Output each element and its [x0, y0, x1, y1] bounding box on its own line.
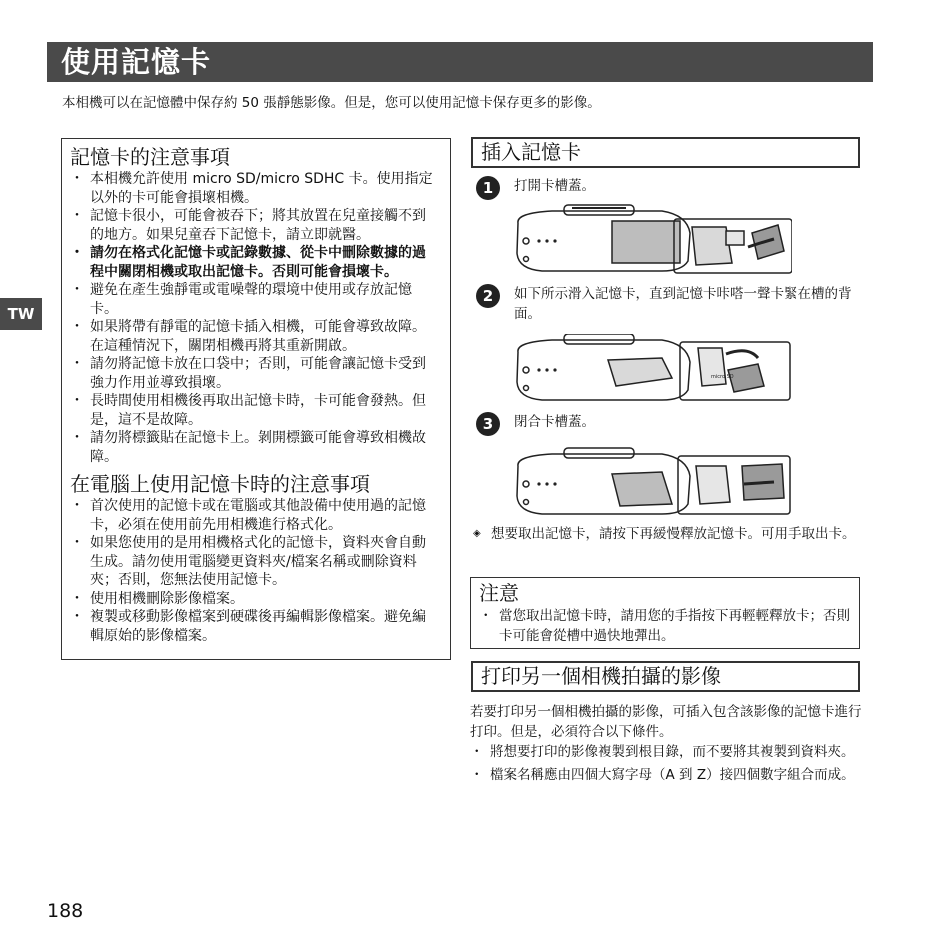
- step-number: 3: [476, 412, 500, 436]
- list-item: ・ 檔案名稱應由四個大寫字母（A 到 Z）接四個數字組合而成。: [470, 765, 865, 785]
- step-number: 1: [476, 176, 500, 200]
- language-tab: TW: [0, 298, 42, 330]
- step-text: 閉合卡槽蓋。: [514, 414, 595, 430]
- list-item: ・ 請勿將記憶卡放在口袋中；否則，可能會讓記憶卡受到強力作用並導致損壞。: [70, 355, 438, 392]
- tip-text: 想要取出記憶卡，請按下再緩慢釋放記憶卡。可用手取出卡。: [491, 526, 856, 542]
- computer-notes-list: [70, 497, 438, 645]
- intro-text: 本相機可以在記憶體中保存約 50 張靜態影像。但是，您可以使用記憶卡保存更多的影像。: [62, 95, 601, 111]
- tip-arrow-icon: ◈: [473, 528, 481, 539]
- step-3: [476, 412, 854, 436]
- list-item: ・ 如果您使用的是用相機格式化的記憶卡，資料夾會自動生成。請勿使用電腦變更資料夾/檔案名稱或刪除資料夾；否則，您無法使用記憶卡。: [70, 534, 438, 590]
- caution-list: [479, 606, 851, 646]
- print-other-text: 若要打印另一個相機拍攝的影像，可插入包含該影像的記憶卡進行打印。但是，必須符合以下條件。: [470, 704, 862, 740]
- list-item: ・ 複製或移動影像檔案到硬碟後再編輯影像檔案。避免編輯原始的影像檔案。: [70, 608, 438, 645]
- step-2: [476, 284, 854, 324]
- caution-box: [470, 577, 860, 649]
- open-slot-cover-illustration: [512, 203, 792, 275]
- list-item: ・ 將想要打印的影像複製到根目錄，而不要將其複製到資料夾。: [470, 742, 865, 762]
- list-item: ・ 如果將帶有靜電的記憶卡插入相機，可能會導致故障。在這種情況下，關閉相機再將其重新開啟。: [70, 318, 438, 355]
- step-number: 2: [476, 284, 500, 308]
- step-text: 打開卡槽蓋。: [514, 178, 595, 194]
- slide-card-illustration: [512, 334, 792, 406]
- list-item: ・ 避免在產生強靜電或電噪聲的環境中使用或存放記憶卡。: [70, 281, 438, 318]
- list-item: ・ 長時間使用相機後再取出記憶卡時，卡可能會發熱。但是，這不是故障。: [70, 392, 438, 429]
- list-item: ・ 當您取出記憶卡時，請用您的手指按下再輕輕釋放卡；否則卡可能會從槽中過快地彈出。: [479, 606, 851, 646]
- memory-card-notes-heading: 記憶卡的注意事項: [70, 145, 230, 169]
- print-other-section: [470, 702, 865, 788]
- computer-notes-heading: 在電腦上使用記憶卡時的注意事項: [70, 472, 370, 496]
- list-item: ・ 本相機允許使用 micro SD/micro SDHC 卡。使用指定以外的卡可能會損壞相機。: [70, 170, 438, 207]
- print-other-heading: 打印另一個相機拍攝的影像: [471, 661, 860, 692]
- insert-card-heading: 插入記憶卡: [471, 137, 860, 168]
- micro-sd-label: micro SD: [711, 374, 734, 380]
- list-item: ・ 首次使用的記憶卡或在電腦或其他設備中使用過的記憶卡，必須在使用前先用相機進行格式化。: [70, 497, 438, 534]
- memory-card-notes-list: [70, 170, 438, 466]
- caution-heading: 注意: [479, 581, 519, 605]
- list-item: ・ 使用相機刪除影像檔案。: [70, 590, 438, 609]
- title-bar: [47, 42, 873, 82]
- page-title: 使用記憶卡: [61, 45, 212, 79]
- list-item: ・ 記憶卡很小，可能會被吞下；將其放置在兒童接觸不到的地方。如果兒童吞下記憶卡，請立即就醫。: [70, 207, 438, 244]
- page-number: 188: [47, 900, 84, 922]
- step-1: [476, 176, 854, 200]
- list-item: ・ 請勿將標籤貼在記憶卡上。剝開標籤可能會導致相機故障。: [70, 429, 438, 466]
- precautions-box: [61, 138, 451, 660]
- remove-card-tip: [473, 524, 873, 544]
- step-text: 如下所示滑入記憶卡，直到記憶卡咔嗒一聲卡緊在槽的背面。: [514, 286, 852, 322]
- list-item: ・ 請勿在格式化記憶卡或記錄數據、從卡中刪除數據的過程中關閉相機或取出記憶卡。否則可能會損壞卡。: [70, 244, 438, 281]
- close-slot-cover-illustration: [512, 446, 792, 518]
- print-other-list: [470, 742, 865, 785]
